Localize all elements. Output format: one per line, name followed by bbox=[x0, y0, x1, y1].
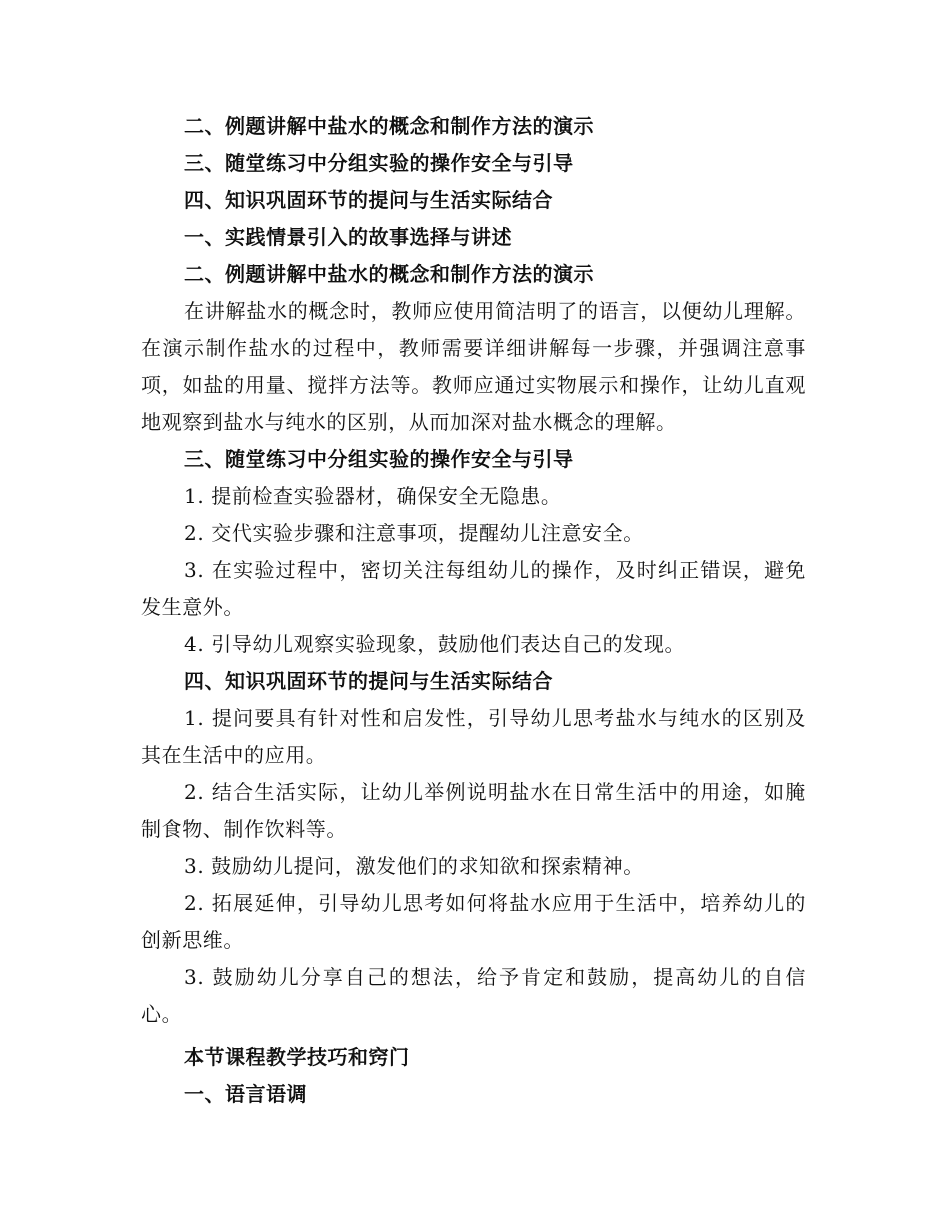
section-heading: 二、例题讲解中盐水的概念和制作方法的演示 bbox=[184, 114, 594, 138]
list-item: 3. 鼓励幼儿分享自己的想法，给予肯定和鼓励，提高幼儿的自信心。 bbox=[141, 965, 806, 1026]
list-item: 2. 交代实验步骤和注意事项，提醒幼儿注意安全。 bbox=[184, 521, 644, 545]
list-item: 3. 鼓励幼儿提问，激发他们的求知欲和探索精神。 bbox=[184, 854, 644, 878]
section-heading: 一、语言语调 bbox=[184, 1082, 307, 1106]
document-body bbox=[141, 108, 806, 1113]
body-paragraph: 在讲解盐水的概念时，教师应使用简洁明了的语言，以便幼儿理解。在演示制作盐水的过程中，教师需要详细讲解每一步骤，并强调注意事项，如盐的用量、搅拌方法等。教师应通过实物展示和操作，让幼儿直观地观察到盐水与纯水的区别，从而加深对盐水概念的理解。 bbox=[141, 299, 806, 434]
list-item: 2. 拓展延伸，引导幼儿思考如何将盐水应用于生活中，培养幼儿的创新思维。 bbox=[141, 891, 806, 952]
list-item: 3. 在实验过程中，密切关注每组幼儿的操作，及时纠正错误，避免发生意外。 bbox=[141, 558, 806, 619]
list-item: 1. 提前检查实验器材，确保安全无隐患。 bbox=[184, 484, 562, 508]
list-item: 1. 提问要具有针对性和启发性，引导幼儿思考盐水与纯水的区别及其在生活中的应用。 bbox=[141, 706, 806, 767]
list-item: 2. 结合生活实际，让幼儿举例说明盐水在日常生活中的用途，如腌制食物、制作饮料等。 bbox=[141, 780, 806, 841]
section-heading: 一、实践情景引入的故事选择与讲述 bbox=[184, 225, 512, 249]
section-heading: 四、知识巩固环节的提问与生活实际结合 bbox=[184, 669, 553, 693]
section-heading: 本节课程教学技巧和窍门 bbox=[184, 1045, 410, 1069]
section-heading: 二、例题讲解中盐水的概念和制作方法的演示 bbox=[184, 262, 594, 286]
section-heading: 三、随堂练习中分组实验的操作安全与引导 bbox=[184, 151, 574, 175]
section-heading: 三、随堂练习中分组实验的操作安全与引导 bbox=[184, 447, 574, 471]
section-heading: 四、知识巩固环节的提问与生活实际结合 bbox=[184, 188, 553, 212]
list-item: 4. 引导幼儿观察实验现象，鼓励他们表达自己的发现。 bbox=[184, 632, 686, 656]
